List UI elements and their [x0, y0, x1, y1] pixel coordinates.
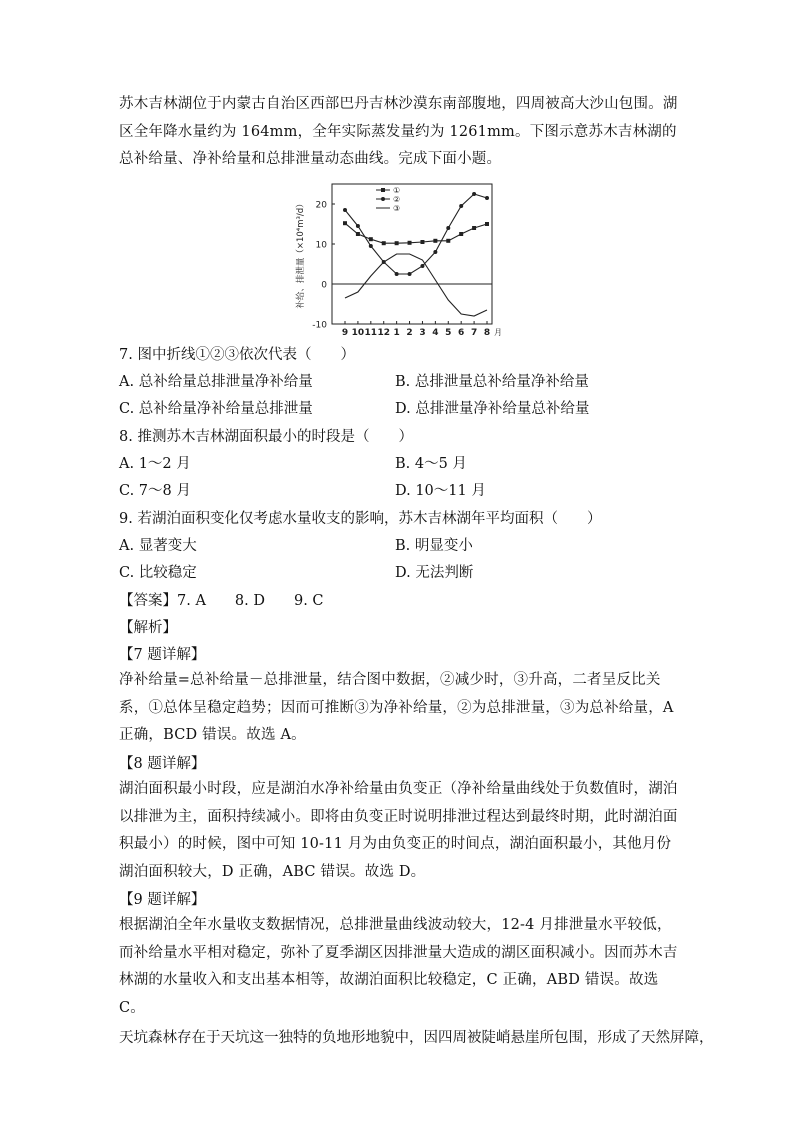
- chart: [290, 178, 510, 343]
- detail-7-text: 净补给量=总补给量－总排泄量，结合图中数据，②减少时，③升高，二者呈反比关系，①总体呈稳定趋势；因而可推断③为净补给量，②为总排泄量，③为总补给量，A 正确，BCD 错误。故选 A。: [119, 672, 674, 743]
- series-1-point: [395, 241, 399, 245]
- question-8-stem: 8. 推测苏木吉林湖面积最小的时段是（ ）: [119, 429, 413, 445]
- series-1-point: [343, 221, 347, 225]
- x-tick-label: 8: [483, 328, 491, 338]
- x-tick-label: 4: [432, 328, 439, 338]
- y-tick-label: 0: [321, 280, 327, 291]
- series-1-point: [459, 232, 463, 236]
- series-2-point: [343, 208, 347, 212]
- detail-7-label: 【7 题详解】: [119, 647, 206, 663]
- q9-option-b: B. 明显变小: [395, 538, 473, 554]
- series-1-point: [420, 240, 424, 244]
- series-1-point: [382, 241, 386, 245]
- series-2-point: [420, 264, 424, 268]
- legend-label-2: ②: [393, 195, 401, 204]
- legend-marker-1: [381, 188, 385, 192]
- series-2-point: [446, 226, 450, 230]
- series-line-2: [345, 194, 487, 274]
- series-2-point: [433, 250, 437, 254]
- detail-8-label: 【8 题详解】: [119, 756, 206, 772]
- x-tick-label: 9: [341, 328, 349, 338]
- tail-text: 天坑森林存在于天坑这一独特的负地形地貌中，因四周被陡峭悬崖所包围，形成了天然屏障，: [119, 1030, 714, 1046]
- x-tick-label: 10: [351, 328, 365, 338]
- series-2-point: [472, 192, 476, 196]
- q7-option-d: D. 总排泄量净补给量总补给量: [395, 401, 590, 417]
- x-tick-label: 2: [406, 328, 413, 338]
- q9-option-c: C. 比较稳定: [119, 565, 197, 581]
- y-tick-label: 20: [315, 200, 327, 211]
- y-tick-label: -10: [312, 320, 327, 331]
- detail-8-text: 湖泊面积最小时段，应是湖泊水净补给量由负变正（净补给量曲线处于负数值时，湖泊以排泄为主，面积持续减小。即将由负变正时说明排泄过程达到最终时期，此时湖泊面积最小）的时候，图中可知 10-11 月为由负变正的时间点，湖泊面积最小，其他月份湖泊面积较大，D 正确，ABC 错误。故选 D。: [119, 781, 678, 880]
- question-7-stem: 7. 图中折线①②③依次代表（ ）: [119, 347, 355, 363]
- question-9-stem: 9. 若湖泊面积变化仅考虑水量收支的影响，苏木吉林湖年平均面积（ ）: [119, 511, 602, 527]
- series-2-point: [356, 224, 360, 228]
- x-tick-label: 1: [393, 328, 400, 338]
- intro-paragraph: 苏木吉林湖位于内蒙古自治区西部巴丹吉林沙漠东南部腹地，四周被高大沙山包围。湖区全年降水量约为 164mm，全年实际蒸发量约为 1261mm。下图示意苏木吉林湖的总补给量、净补给量和总排泄量动态曲线。完成下面小题。: [119, 96, 678, 167]
- detail-9-text: 根据湖泊全年水量收支数据情况，总排泄量曲线波动较大，12-4 月排泄量水平较低，而补给量水平相对稳定，弥补了夏季湖区因排泄量大造成的湖区面积减小。因而苏木吉林湖的水量收入和支出基本相等，故湖泊面积比较稳定，C 正确，ABD 错误。故选 C。: [119, 917, 678, 1016]
- q7-option-a: A. 总补给量总排泄量净补给量: [119, 374, 313, 390]
- series-1-point: [446, 239, 450, 243]
- series-1-point: [485, 222, 489, 226]
- series-2-point: [369, 244, 373, 248]
- q9-option-a: A. 显著变大: [119, 538, 197, 554]
- series-2-point: [408, 272, 412, 276]
- q8-option-b: B. 4～5 月: [395, 456, 467, 472]
- series-2-point: [485, 196, 489, 200]
- q8-option-c: C. 7～8 月: [119, 483, 191, 499]
- answer-value: 7. A 8. D 9. C: [177, 593, 324, 609]
- x-tick-label: 12: [377, 328, 390, 338]
- q9-option-d: D. 无法判断: [395, 565, 474, 581]
- series-1-point: [369, 237, 373, 241]
- answer-line: [119, 591, 324, 611]
- series-1-point: [433, 239, 437, 243]
- y-axis-label: 补给、排泄量（×10⁴m³/d）: [296, 199, 306, 309]
- series-line-1: [345, 223, 487, 243]
- x-tick-label: 11: [364, 328, 378, 338]
- x-tick-label: 3: [419, 328, 426, 338]
- series-1-point: [472, 226, 476, 230]
- q7-option-c: C. 总补给量净补给量总排泄量: [119, 401, 313, 417]
- series-1-point: [408, 241, 412, 245]
- series-1-point: [356, 232, 360, 236]
- x-tick-label: 6: [458, 328, 465, 338]
- x-unit-label: 月: [494, 328, 502, 337]
- legend-label-3: ③: [393, 204, 401, 213]
- plot-frame: [332, 184, 492, 324]
- x-tick-label: 7: [470, 328, 478, 338]
- answer-label: 【答案】: [119, 593, 177, 609]
- x-tick-label: 5: [445, 328, 452, 338]
- detail-9-label: 【9 题详解】: [119, 892, 206, 908]
- legend-marker-2: [381, 197, 385, 201]
- q8-option-a: A. 1～2 月: [119, 456, 191, 472]
- q7-option-b: B. 总排泄量总补给量净补给量: [395, 374, 589, 390]
- series-line-3: [345, 254, 487, 316]
- series-2-point: [395, 272, 399, 276]
- legend-label-1: ①: [393, 186, 401, 195]
- y-tick-label: 10: [315, 240, 327, 251]
- q8-option-d: D. 10～11 月: [395, 483, 486, 499]
- series-2-point: [459, 204, 463, 208]
- analysis-label: 【解析】: [119, 620, 177, 636]
